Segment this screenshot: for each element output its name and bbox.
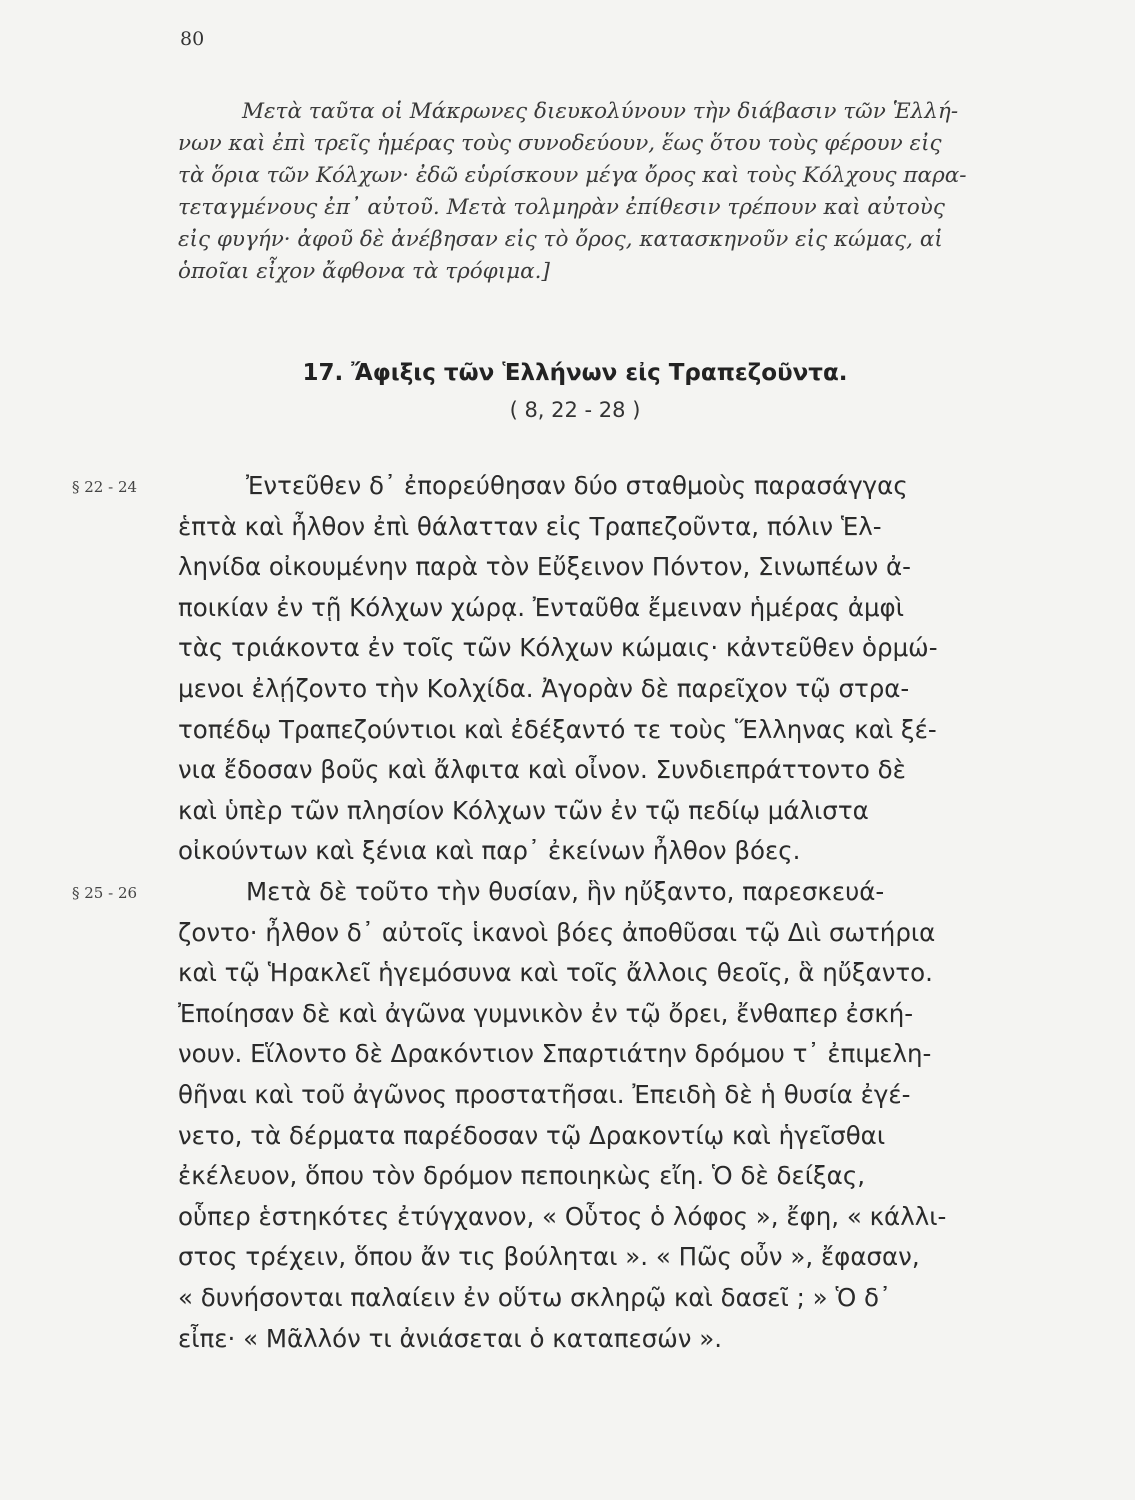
paragraph-line: ἐκέλευον, ὅπου τὸν δρόμον πεποιηκὼς εἴη. Ὁ δὲ δείξας, <box>178 1161 865 1191</box>
summary-block <box>178 96 1028 288</box>
paragraph-line: νετο, τὰ δέρματα παρέδοσαν τῷ Δρακοντίῳ καὶ ἡγεῖσθαι <box>178 1120 886 1150</box>
summary-line: τεταγμένους ἐπ᾽ αὐτοῦ. Μετὰ τολμηρὰν ἐπίθεσιν τρέπουν καὶ αὐτοὺς <box>178 195 945 220</box>
margin-reference: § 22 - 24 <box>72 478 138 496</box>
paragraph-line: μενοι ἐλῄζοντο τὴν Κολχίδα. Ἀγορὰν δὲ παρεῖχον τῷ στρα- <box>178 673 910 703</box>
summary-line: ὁποῖαι εἶχον ἄφθονα τὰ τρόφιμα.] <box>178 259 550 284</box>
margin-reference: § 25 - 26 <box>72 884 138 902</box>
paragraph-line: στος τρέχειν, ὅπου ἄν τις βούληται ». « Πῶς οὖν », ἔφασαν, <box>178 1242 920 1272</box>
summary-line: τὰ ὅρια τῶν Κόλχων· ἐδῶ εὑρίσκουν μέγα ὄρος καὶ τοὺς Κόλχους παρα- <box>178 163 967 188</box>
page-number: 80 <box>180 28 205 50</box>
paragraph-two <box>178 872 1028 1359</box>
paragraph-one <box>178 466 1028 872</box>
paragraph-line: νουν. Εἵλοντο δὲ Δρακόντιον Σπαρτιάτην δρόμου τ᾽ ἐπιμελη- <box>178 1039 932 1069</box>
paragraph-line: καὶ τῷ Ἡρακλεῖ ἡγεμόσυνα καὶ τοῖς ἄλλοις θεοῖς, ἃ ηὔξαντο. <box>178 958 933 988</box>
paragraph-line: οἰκούντων καὶ ξένια καὶ παρ᾽ ἐκείνων ἦλθον βόες. <box>178 836 801 866</box>
paragraph-line: νια ἔδοσαν βοῦς καὶ ἄλφιτα καὶ οἶνον. Συνδιεπράττοντο δὲ <box>178 755 906 785</box>
section-heading: 17. Ἄφιξις τῶν Ἑλλήνων εἰς Τραπεζοῦντα. <box>302 360 848 386</box>
paragraph-line: Ἐντεῦθεν δ᾽ ἐπορεύθησαν δύο σταθμοὺς παρασάγγας <box>246 471 908 500</box>
section-reference: ( 8, 22 - 28 ) <box>509 398 641 422</box>
paragraph-line: ἑπτὰ καὶ ἦλθον ἐπὶ θάλατταν εἰς Τραπεζοῦντα, πόλιν Ἑλ- <box>178 511 882 541</box>
summary-line: Μετὰ ταῦτα οἱ Μάκρωνες διευκολύνουν τὴν διάβασιν τῶν Ἑλλή- <box>242 99 959 124</box>
paragraph-line: εἶπε· « Μᾶλλόν τι ἀνιάσεται ὁ καταπεσών ». <box>178 1323 723 1353</box>
paragraph-line: Μετὰ δὲ τοῦτο τὴν θυσίαν, ἣν ηὔξαντο, παρεσκευά- <box>246 877 885 906</box>
paragraph-line: « δυνήσονται παλαίειν ἐν οὕτω σκληρῷ καὶ δασεῖ ; » Ὁ δ᾽ <box>178 1282 892 1312</box>
paragraph-line: τοπέδῳ Τραπεζούντιοι καὶ ἐδέξαντό τε τοὺς Ἕλληνας καὶ ξέ- <box>178 714 937 744</box>
summary-line: νων καὶ ἐπὶ τρεῖς ἡμέρας τοὺς συνοδεύουν, ἕως ὅτου τοὺς φέρουν εἰς <box>178 131 942 156</box>
paragraph-line: ζοντο· ἦλθον δ᾽ αὐτοῖς ἱκανοὶ βόες ἀποθῦσαι τῷ Διὶ σωτήρια <box>178 917 936 947</box>
paragraph-line: ληνίδα οἰκουμένην παρὰ τὸν Εὔξεινον Πόντον, Σινωπέων ἀ- <box>178 552 911 582</box>
paragraph-line: οὗπερ ἑστηκότες ἐτύγχανον, « Οὗτος ὁ λόφος », ἔφη, « κάλλι- <box>178 1201 947 1231</box>
paragraph-line: Ἐποίησαν δὲ καὶ ἀγῶνα γυμνικὸν ἐν τῷ ὄρει, ἔνθαπερ ἐσκή- <box>178 998 914 1028</box>
paragraph-line: θῆναι καὶ τοῦ ἀγῶνος προστατῆσαι. Ἐπειδὴ δὲ ἡ θυσία ἐγέ- <box>178 1079 911 1109</box>
paragraph-line: τὰς τριάκοντα ἐν τοῖς τῶν Κόλχων κώμαις· κἀντεῦθεν ὁρμώ- <box>178 633 938 663</box>
paragraph-line: καὶ ὑπὲρ τῶν πλησίον Κόλχων τῶν ἐν τῷ πεδίῳ μάλιστα <box>178 795 869 825</box>
paragraph-line: ποικίαν ἐν τῇ Κόλχων χώρᾳ. Ἐνταῦθα ἔμειναν ἡμέρας ἀμφὶ <box>178 592 905 622</box>
summary-line: εἰς φυγήν· ἀφοῦ δὲ ἀνέβησαν εἰς τὸ ὄρος, κατασκηνοῦν εἰς κώμας, αἱ <box>178 227 943 252</box>
